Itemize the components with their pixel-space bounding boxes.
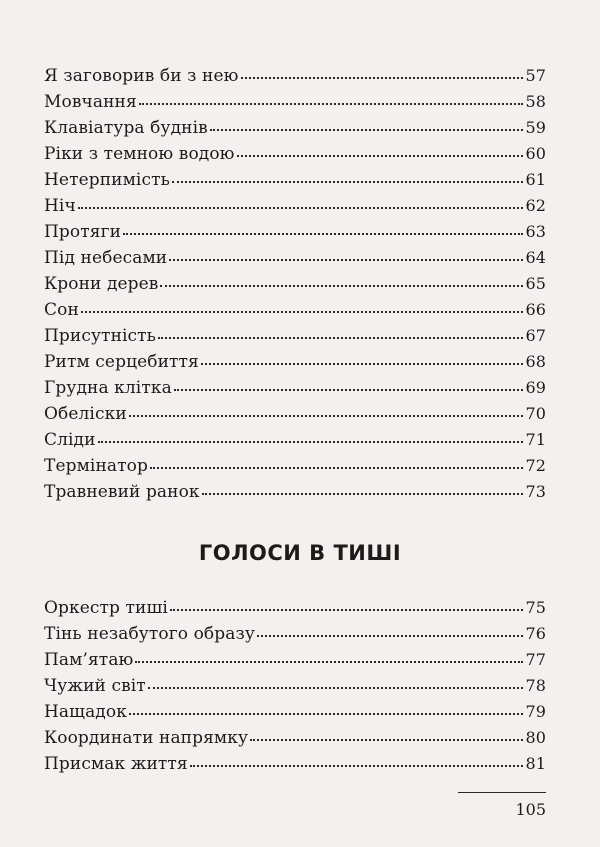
toc-entry-title: Ріки з темною водою — [44, 144, 235, 164]
dot-leader — [123, 233, 523, 235]
dot-leader — [98, 441, 524, 443]
section-heading: ГОЛОСИ В ТИШІ — [198, 541, 402, 565]
footer-rule — [458, 792, 546, 793]
toc-entry-page: 59 — [525, 118, 546, 137]
toc-entry-page: 67 — [525, 326, 546, 345]
toc-entry-title: Ритм серцебиття — [44, 352, 199, 372]
toc-entry — [44, 245, 546, 271]
toc-entry-page: 66 — [525, 300, 546, 319]
toc-entry-page: 68 — [525, 352, 546, 371]
dot-leader — [190, 765, 524, 767]
toc-entry-title: Присмак життя — [44, 754, 188, 774]
toc-entry-page: 77 — [525, 650, 546, 669]
toc-entry-page: 76 — [525, 624, 546, 643]
toc-entry — [44, 271, 546, 297]
dot-leader — [237, 155, 524, 157]
dot-leader — [202, 493, 524, 495]
dot-leader — [81, 311, 524, 313]
toc-entry — [44, 751, 546, 777]
toc-entry — [44, 401, 546, 427]
toc-entry — [44, 595, 546, 621]
dot-leader — [129, 415, 524, 417]
toc-entry-title: Сон — [44, 300, 79, 320]
toc-entry-page: 60 — [525, 144, 546, 163]
toc-entry — [44, 621, 546, 647]
toc-entry-title: Грудна клітка — [44, 378, 172, 398]
toc-entry-title: Протяги — [44, 222, 122, 242]
toc-entry-page: 75 — [525, 598, 546, 617]
toc-entry-title: Тінь незабутого образу — [44, 624, 255, 644]
dot-leader — [257, 635, 523, 637]
toc-entry — [44, 63, 546, 89]
toc-entry — [44, 141, 546, 167]
toc-entry-page: 79 — [525, 702, 546, 721]
dot-leader — [172, 181, 524, 183]
toc-entry-page: 61 — [525, 170, 546, 189]
dot-leader — [160, 285, 523, 287]
toc-entry-page: 58 — [525, 92, 546, 111]
page-number: 105 — [515, 800, 546, 819]
dot-leader — [158, 337, 523, 339]
toc-entry — [44, 115, 546, 141]
toc-entry — [44, 297, 546, 323]
dot-leader — [174, 389, 524, 391]
toc-entry-page: 80 — [525, 728, 546, 747]
toc-entry-title: Чужий світ — [44, 676, 146, 696]
toc-entry-title: Крони дерев — [44, 274, 159, 294]
toc-entry-page: 64 — [525, 248, 546, 267]
toc-entry-page: 57 — [525, 66, 546, 85]
dot-leader — [169, 259, 523, 261]
toc-entry-title: Мовчання — [44, 92, 137, 112]
toc-entry — [44, 427, 546, 453]
toc-entry — [44, 375, 546, 401]
dot-leader — [139, 103, 524, 105]
toc-entry-page: 73 — [525, 482, 546, 501]
toc-entry-page: 72 — [525, 456, 546, 475]
toc-entry-title: Оркестр тиші — [44, 598, 168, 618]
toc-entry-title: Термінатор — [44, 456, 148, 476]
toc-entry-title: Ніч — [44, 196, 76, 216]
dot-leader — [135, 661, 523, 663]
dot-leader — [241, 77, 524, 79]
toc-entry-title: Клавіатура буднів — [44, 118, 208, 138]
dot-leader — [78, 207, 524, 209]
toc-entry — [44, 647, 546, 673]
toc-entry — [44, 89, 546, 115]
toc-entry-title: Обеліски — [44, 404, 127, 424]
toc-entry — [44, 349, 546, 375]
toc-entry-title: Сліди — [44, 430, 96, 450]
dot-leader — [250, 739, 523, 741]
toc-entry-title: Я заговорив би з нею — [44, 66, 239, 86]
dot-leader — [210, 129, 524, 131]
dot-leader — [170, 609, 524, 611]
toc-entry — [44, 323, 546, 349]
toc-entry-title: Під небесами — [44, 248, 168, 268]
table-of-contents-part-1 — [44, 63, 546, 505]
toc-entry-page: 81 — [525, 754, 546, 773]
toc-entry-page: 71 — [525, 430, 546, 449]
toc-entry-title: Травневий ранок — [44, 482, 200, 502]
toc-entry-title: Нетерпимість — [44, 170, 170, 190]
toc-entry-title: Нащадок — [44, 702, 127, 722]
toc-entry — [44, 167, 546, 193]
dot-leader — [129, 713, 524, 715]
dot-leader — [150, 467, 524, 469]
toc-entry — [44, 699, 546, 725]
toc-entry-page: 63 — [525, 222, 546, 241]
toc-entry — [44, 479, 546, 505]
toc-entry-title: Пам’ятаю — [44, 650, 134, 670]
toc-entry-page: 69 — [525, 378, 546, 397]
dot-leader — [201, 363, 524, 365]
toc-entry — [44, 453, 546, 479]
toc-entry-page: 78 — [525, 676, 546, 695]
toc-entry-page: 65 — [525, 274, 546, 293]
toc-entry-title: Координати напрямку — [44, 728, 249, 748]
table-of-contents-part-2 — [44, 595, 546, 777]
toc-entry-page: 62 — [525, 196, 546, 215]
toc-entry-title: Присутність — [44, 326, 157, 346]
toc-entry-page: 70 — [525, 404, 546, 423]
toc-entry — [44, 193, 546, 219]
dot-leader — [148, 687, 524, 689]
toc-entry — [44, 725, 546, 751]
toc-entry — [44, 673, 546, 699]
toc-entry — [44, 219, 546, 245]
